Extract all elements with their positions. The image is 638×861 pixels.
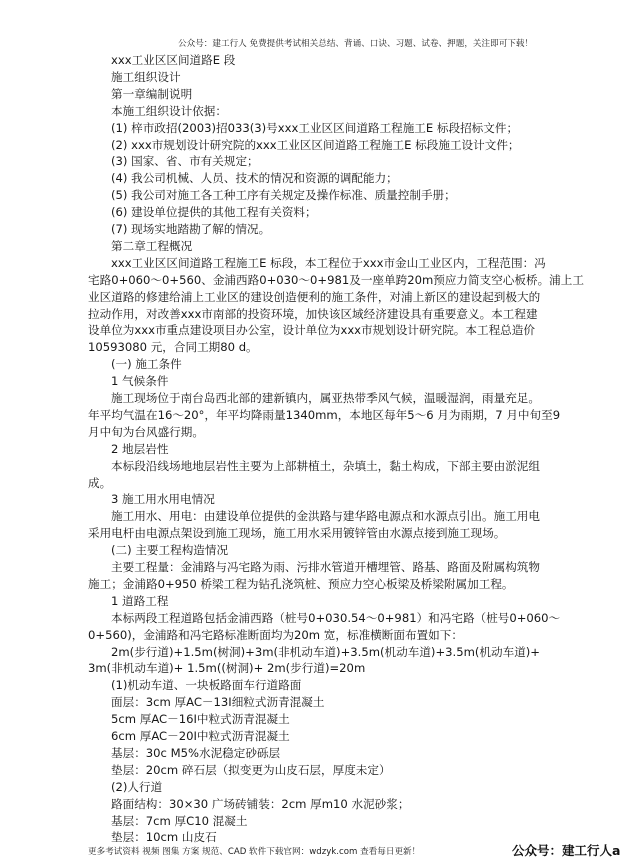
doc-line-26: 成。 (88, 475, 112, 490)
page-footer-notice: 更多考试资料 视频 图集 方案 规范、CAD 软件下载官网：wdzyk.com 查看每日更新！ (88, 847, 421, 857)
doc-line-27: 3 施工用水用电情况 (111, 492, 215, 507)
doc-line-18: 10593080 元，合同工期80 d。 (88, 340, 258, 355)
doc-line-1: xxx工业区区间道路E 段 (111, 53, 236, 67)
doc-line-46: 基层：7cm 厚C10 混凝土 (111, 813, 248, 828)
doc-line-16: 拉动作用，对改善xxx市南部的投资环境，加快该区域经济建设具有重要意义。本工程建 (88, 306, 538, 321)
doc-line-38: (1)机动车道、一块板路面车行道路面 (111, 678, 302, 693)
doc-line-14: 宅路0+060～0+560、金浦西路0+030～0+981及一座单跨20m预应力简支空心板桥。浦上工 (88, 272, 584, 287)
doc-line-15: 业区道路的修建给浦上工业区的建设创造便利的施工条件，对浦上新区的建设起到极大的 (88, 289, 541, 304)
doc-line-4: 本施工组织设计依据： (111, 103, 227, 118)
doc-line-6: (2) xxx市规划设计研究院的xxx工业区区间道路工程施工E 标段施工设计文件； (111, 137, 520, 152)
doc-line-44: (2)人行道 (111, 779, 163, 794)
doc-line-34: 本标两段工程道路包括金浦西路（桩号0+030.54～0+981）和冯宅路（桩号0+060～ (111, 610, 561, 625)
doc-line-8: (4) 我公司机械、人员、技术的情况和资源的调配能力； (111, 171, 398, 186)
doc-line-28: 施工用水、用电：由建设单位提供的金洪路与建华路电源点和水源点引出。施工用电 (111, 509, 540, 524)
doc-line-43: 垫层：20cm 碎石层（拟变更为山皮石层，厚度未定） (111, 762, 391, 777)
doc-line-11: (7) 现场实地踏勘了解的情况。 (111, 222, 271, 236)
doc-line-40: 5cm 厚AC－16Ⅰ中粒式沥青混凝土 (111, 712, 290, 727)
doc-line-22: 年平均气温在16～20°，年平均降雨量1340mm，本地区每年5～6 月为雨期，7 月中旬至9 (88, 407, 561, 422)
doc-line-47: 垫层：10cm 山皮石 (111, 830, 217, 845)
doc-line-13: xxx工业区区间道路工程施工E 标段，本工程位于xxx市金山工业区内，工程范围：冯 (111, 255, 546, 270)
section-heading-1: (一) 施工条件 (111, 357, 182, 372)
doc-line-45: 路面结构：30×30 广场砖铺装：2cm 厚m10 水泥砂浆； (111, 796, 410, 811)
doc-line-17: 设单位为xxx市重点建设项目办公室，设计单位为xxx市规划设计研究院。本工程总造价 (88, 323, 535, 338)
doc-line-33: 1 道路工程 (111, 593, 169, 608)
section-heading-2: (二) 主要工程构造情况 (111, 543, 229, 558)
doc-line-42: 基层：30c M5%水泥稳定砂砾层 (111, 745, 281, 760)
doc-line-10: (6) 建设单位提供的其他工程有关资料； (111, 205, 317, 220)
doc-line-31: 主要工程量：金浦路与冯宅路为雨、污排水管道开槽埋管、路基、路面及附属构筑物 (111, 560, 540, 574)
chapter-1-heading: 第一章编制说明 (111, 86, 193, 101)
doc-line-35: 0+560)，金浦路和冯宅路标准断面均为20m 宽，标准横断面布置如下： (88, 627, 463, 642)
doc-line-29: 采用电杆由电源点架设到施工现场，施工用水采用镀锌管由水源点接到施工现场。 (88, 526, 506, 541)
doc-line-5: (1) 梓市政招(2003)招033(3)号xxx工业区区间道路工程施工E 标段招标文件； (111, 120, 519, 135)
doc-line-39: 面层：3cm 厚AC－13Ⅰ细粒式沥青混凝土 (111, 695, 325, 710)
doc-line-25: 本标段沿线场地地层岩性主要为上部耕植土，杂填土，黏土构成，下部主要由淤泥组 (111, 458, 540, 473)
doc-title: 施工组织设计 (111, 69, 181, 84)
doc-line-37: 3m(非机动车道)+ 1.5m((树洞)+ 2m(步行道)=20m (88, 661, 366, 676)
doc-line-36: 2m(步行道)+1.5m(树洞)+3m(非机动车道)+3.5m(机动车道)+3.5m(机动车道)+ (111, 644, 541, 659)
doc-line-41: 6cm 厚AC－20Ⅰ中粒式沥青混凝土 (111, 729, 290, 743)
footer-brand: 公众号：建工行人a (512, 843, 621, 858)
doc-line-9: (5) 我公司对施工各工种工序有关规定及操作标准、质量控制手册； (111, 188, 456, 203)
doc-line-24: 2 地层岩性 (111, 441, 169, 456)
chapter-2-heading: 第二章工程概况 (111, 238, 193, 253)
doc-line-21: 施工现场位于南台岛西北部的建新镇内，属亚热带季风气候，温暖湿润，雨量充足。 (111, 391, 540, 405)
doc-line-23: 月中旬为台风盛行期。 (88, 424, 204, 439)
page-header-notice: 公众号：建工行人 免费提供考试相关总结、背诵、口诀、习题、试卷、押题，关注即可下载！ (178, 39, 534, 49)
doc-line-7: (3) 国家、省、市有关规定； (111, 154, 259, 169)
doc-line-32: 施工；金浦路0+950 桥梁工程为钻孔浇筑桩、预应力空心板梁及桥梁附属加工程。 (88, 576, 514, 591)
doc-line-20: 1 气候条件 (111, 374, 169, 389)
